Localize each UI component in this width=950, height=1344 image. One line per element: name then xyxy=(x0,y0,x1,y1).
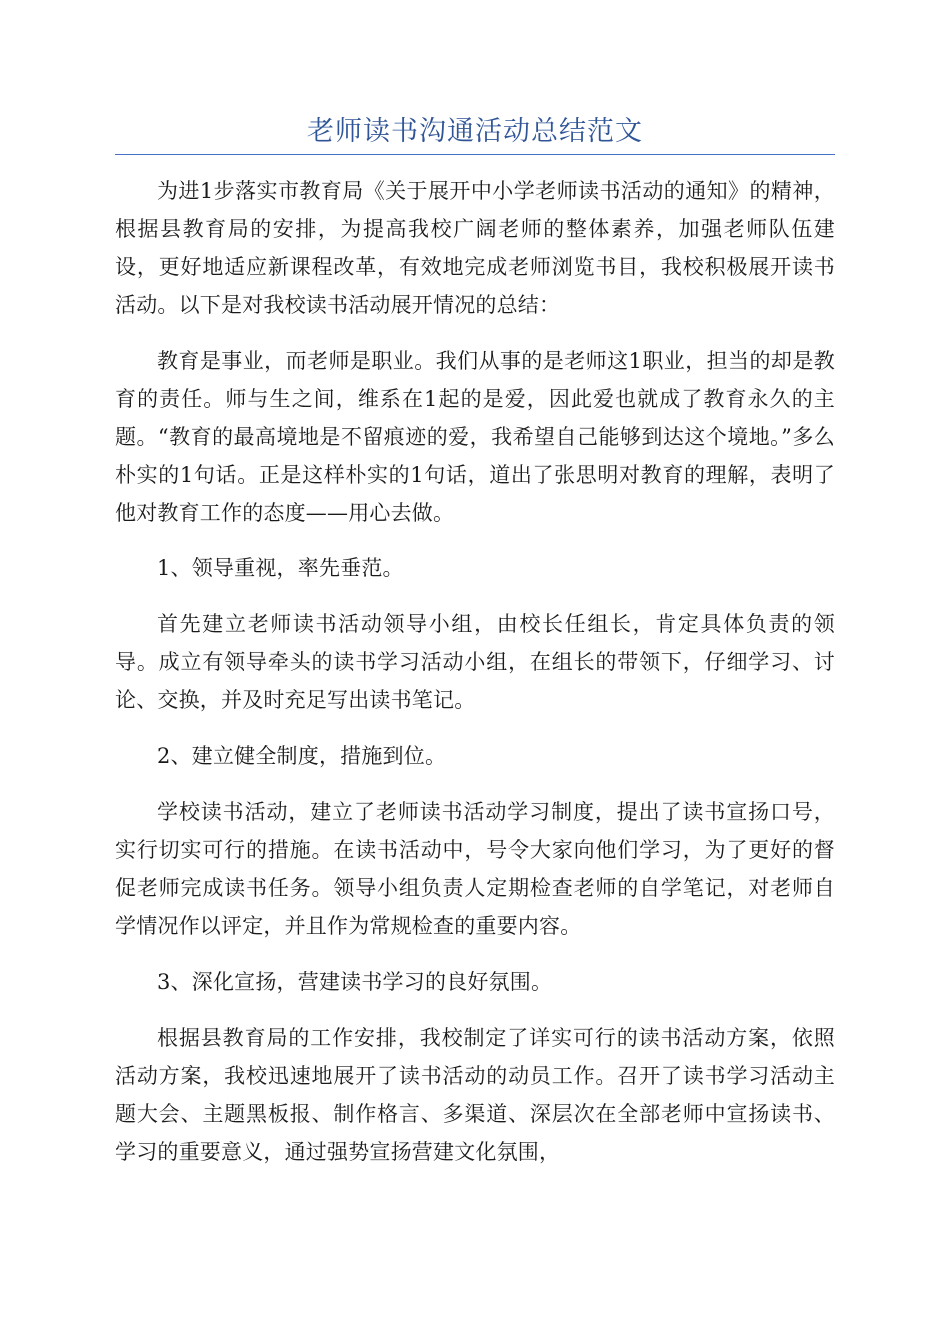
paragraph-education: 教育是事业，而老师是职业。我们从事的是老师这1职业，担当的却是教育的责任。师与生之间，维系在1起的是爱，因此爱也就成了教育永久的主题。“教育的最高境地是不留痕迹的爱，我希望自己能够到达这个境地。”多么朴实的1句话。正是这样朴实的1句话，道出了张思明对教育的理解，表明了他对教育工作的态度——用心去做。 xyxy=(115,349,835,525)
document-title: 老师读书沟通活动总结范文 xyxy=(307,116,643,147)
paragraph-section-2: 学校读书活动，建立了老师读书活动学习制度，提出了读书宣扬口号，实行切实可行的措施。在读书活动中，号令大家向他们学习，为了更好的督促老师完成读书任务。领导小组负责人定期检查老师的自学笔记，对老师自学情况作以评定，并且作为常规检查的重要内容。 xyxy=(115,800,835,938)
paragraph-intro: 为进1步落实市教育局《关于展开中小学老师读书活动的通知》的精神，根据县教育局的安排，为提高我校广阔老师的整体素养，加强老师队伍建设，更好地适应新课程改革，有效地完成老师浏览书目，我校积极展开读书活动。以下是对我校读书活动展开情况的总结： xyxy=(115,179,835,317)
title-underline xyxy=(115,154,835,155)
section-heading-3: 3、深化宣扬，营建读书学习的良好氛围。 xyxy=(157,970,553,994)
paragraph-section-3: 根据县教育局的工作安排，我校制定了详实可行的读书活动方案，依照活动方案，我校迅速地展开了读书活动的动员工作。召开了读书学习活动主题大会、主题黑板报、制作格言、多渠道、深层次在全部老师中宣扬读书、学习的重要意义，通过强势宣扬营建文化氛围， xyxy=(115,1026,835,1164)
section-heading-2: 2、建立健全制度，措施到位。 xyxy=(157,744,447,768)
document-body xyxy=(115,172,835,1189)
section-heading-1: 1、领导重视，率先垂范。 xyxy=(157,556,404,580)
paragraph-section-1: 首先建立老师读书活动领导小组，由校长任组长，肯定具体负责的领导。成立有领导牵头的读书学习活动小组，在组长的带领下，仔细学习、讨论、交换，并及时充足写出读书笔记。 xyxy=(115,612,835,712)
